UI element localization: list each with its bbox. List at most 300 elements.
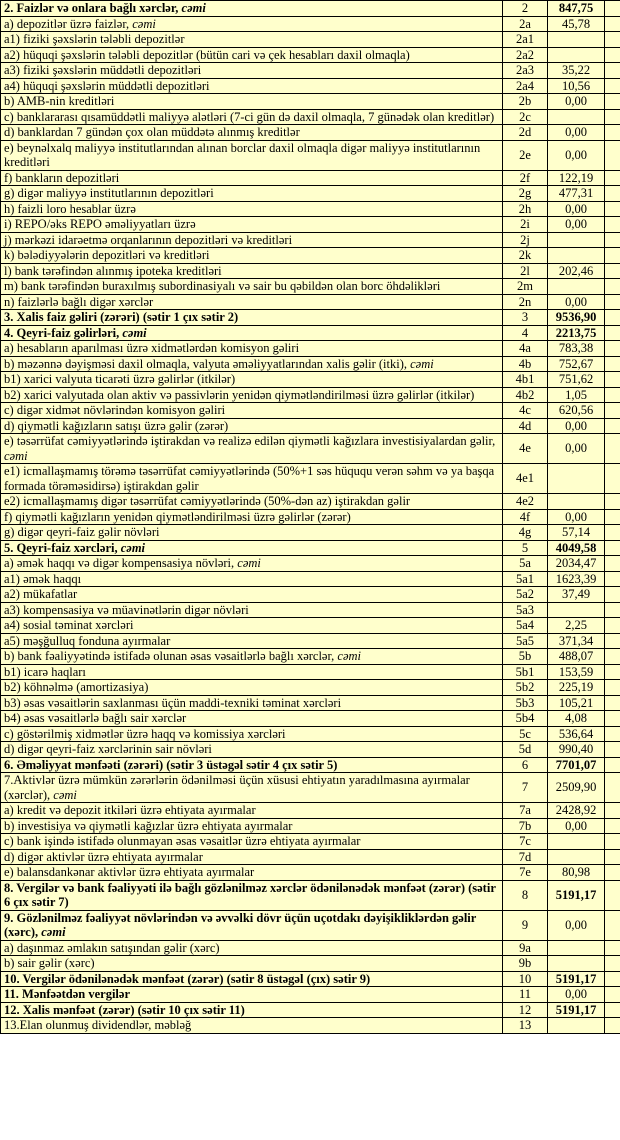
label-italic-suffix: cəmi: [132, 16, 156, 31]
table-row: [1, 971, 620, 987]
row-value-cell: 847,75: [548, 1, 605, 17]
row-label-cell: 12. Xalis mənfəət (zərər) (sətir 10 çıx sətir 11): [1, 1002, 503, 1018]
row-label-cell: e) beynəlxalq maliyyə institutlarından alınan borclar daxil olmaqla digər maliyyə institutlarının kreditləri: [1, 140, 503, 170]
table-row: [1, 201, 620, 217]
row-label-cell: 13.Elan olunmuş dividendlər, məbləğ: [1, 1018, 503, 1034]
row-value-cell: 80,98: [548, 865, 605, 881]
table-row: [1, 726, 620, 742]
row-code-cell: 2a2: [503, 47, 548, 63]
row-value-cell: 620,56: [548, 403, 605, 419]
row-code-cell: 2c: [503, 109, 548, 125]
row-value-cell: [548, 834, 605, 850]
clipped-right-cell: [605, 818, 620, 834]
row-label-cell: a3) fiziki şəxslərin müddətli depozitləri: [1, 63, 503, 79]
row-label-cell: a) daşınmaz əmlakın satışından gəlir (xərc): [1, 940, 503, 956]
table-row: [1, 403, 620, 419]
table-row: [1, 649, 620, 665]
row-value-cell: 35,22: [548, 63, 605, 79]
row-value-cell: 1,05: [548, 387, 605, 403]
row-label-cell: 2. Faizlər və onlara bağlı xərclər, cəmi: [1, 1, 503, 17]
table-row: [1, 757, 620, 773]
row-code-cell: 2n: [503, 294, 548, 310]
row-label-cell: 9. Gözlənilməz fəaliyyət növlərindən və əvvəlki dövr üçün uçotdakı dəyişikliklərdən gəlir (xərc), cəmi: [1, 910, 503, 940]
row-value-cell: 488,07: [548, 649, 605, 665]
clipped-right-cell: [605, 987, 620, 1003]
row-label-cell: 7.Aktivlər üzrə mümkün zərərlərin ödənilməsi üçün xüsusi ehtiyatın yaradılmasına ayırmalar (xərclər), cəmi: [1, 773, 503, 803]
clipped-right-cell: [605, 803, 620, 819]
row-code-cell: 2a4: [503, 78, 548, 94]
clipped-right-cell: [605, 63, 620, 79]
row-label-cell: 11. Mənfəətdən vergilər: [1, 987, 503, 1003]
row-code-cell: 5c: [503, 726, 548, 742]
row-label-cell: b3) əsas vəsaitlərin saxlanması üçün maddi-texniki təminat xərcləri: [1, 695, 503, 711]
row-code-cell: 4b2: [503, 387, 548, 403]
row-value-cell: [548, 232, 605, 248]
clipped-right-cell: [605, 47, 620, 63]
row-label-cell: g) digər maliyyə institutlarının depozitləri: [1, 186, 503, 202]
row-label-cell: b1) icarə haqları: [1, 664, 503, 680]
row-value-cell: 105,21: [548, 695, 605, 711]
clipped-right-cell: [605, 602, 620, 618]
row-value-cell: [548, 956, 605, 972]
row-code-cell: 8: [503, 880, 548, 910]
clipped-right-cell: [605, 248, 620, 264]
row-value-cell: [548, 279, 605, 295]
label-italic-suffix: cəmi: [237, 556, 261, 570]
row-label-cell: 5. Qeyri-faiz xərcləri, cəmi: [1, 540, 503, 556]
clipped-right-cell: [605, 170, 620, 186]
clipped-right-cell: [605, 140, 620, 170]
row-code-cell: 4e1: [503, 464, 548, 494]
row-code-cell: 10: [503, 971, 548, 987]
clipped-right-cell: [605, 849, 620, 865]
row-value-cell: 752,67: [548, 356, 605, 372]
table-row: [1, 310, 620, 326]
table-row: [1, 742, 620, 758]
table-row: [1, 341, 620, 357]
row-value-cell: 2034,47: [548, 556, 605, 572]
clipped-right-cell: [605, 387, 620, 403]
label-italic-suffix: cəmi: [4, 448, 28, 463]
row-value-cell: 0,00: [548, 818, 605, 834]
table-row: [1, 880, 620, 910]
row-code-cell: 4: [503, 325, 548, 341]
clipped-right-cell: [605, 742, 620, 758]
clipped-right-cell: [605, 695, 620, 711]
table-row: [1, 170, 620, 186]
clipped-right-cell: [605, 940, 620, 956]
row-code-cell: 5: [503, 540, 548, 556]
table-row: [1, 956, 620, 972]
row-value-cell: 9536,90: [548, 310, 605, 326]
row-label-cell: b2) köhnəlmə (amortizasiya): [1, 680, 503, 696]
row-code-cell: 13: [503, 1018, 548, 1034]
row-label-cell: c) banklararası qısamüddətli maliyyə alətləri (7-ci gün də daxil olmaqla, 7 günədək olan kreditlər): [1, 109, 503, 125]
row-value-cell: 37,49: [548, 587, 605, 603]
row-value-cell: 0,00: [548, 140, 605, 170]
row-code-cell: 9b: [503, 956, 548, 972]
row-code-cell: 11: [503, 987, 548, 1003]
row-value-cell: [548, 47, 605, 63]
clipped-right-cell: [605, 217, 620, 233]
row-label-cell: b) sair gəlir (xərc): [1, 956, 503, 972]
clipped-right-cell: [605, 341, 620, 357]
row-code-cell: 4f: [503, 509, 548, 525]
label-italic-suffix: cəmi: [41, 925, 66, 939]
row-value-cell: 5191,17: [548, 880, 605, 910]
row-value-cell: 5191,17: [548, 1002, 605, 1018]
row-label-cell: d) banklardan 7 gündən çox olan müddətə alınmış kreditlər: [1, 125, 503, 141]
clipped-right-cell: [605, 664, 620, 680]
row-code-cell: 2j: [503, 232, 548, 248]
row-code-cell: 4b1: [503, 372, 548, 388]
row-code-cell: 2g: [503, 186, 548, 202]
table-row: [1, 279, 620, 295]
table-row: [1, 94, 620, 110]
clipped-right-cell: [605, 556, 620, 572]
table-row: [1, 556, 620, 572]
table-row: [1, 633, 620, 649]
table-body: [1, 1, 620, 1034]
table-row: [1, 711, 620, 727]
row-label-cell: c) bank işində istifadə olunmayan əsas vəsaitlər üzrə ehtiyata ayırmalar: [1, 834, 503, 850]
table-row: [1, 695, 620, 711]
row-label-cell: f) bankların depozitləri: [1, 170, 503, 186]
table-row: [1, 940, 620, 956]
row-value-cell: [548, 940, 605, 956]
row-code-cell: 9a: [503, 940, 548, 956]
clipped-right-cell: [605, 865, 620, 881]
row-code-cell: 5a5: [503, 633, 548, 649]
row-value-cell: 0,00: [548, 418, 605, 434]
row-code-cell: 4g: [503, 525, 548, 541]
row-label-cell: a3) kompensasiya və müavinətlərin digər növləri: [1, 602, 503, 618]
row-code-cell: 5d: [503, 742, 548, 758]
row-label-cell: b) bank fəaliyyətində istifadə olunan əsas vəsaitlərlə bağlı xərclər, cəmi: [1, 649, 503, 665]
row-label-cell: a1) əmək haqqı: [1, 571, 503, 587]
row-code-cell: 4d: [503, 418, 548, 434]
row-value-cell: 0,00: [548, 94, 605, 110]
row-label-cell: d) digər aktivlər üzrə ehtiyata ayırmalar: [1, 849, 503, 865]
row-value-cell: 477,31: [548, 186, 605, 202]
row-value-cell: 0,00: [548, 509, 605, 525]
row-label-cell: 10. Vergilər ödənilənədək mənfəət (zərər) (sətir 8 üstəgəl (çıx) sətir 9): [1, 971, 503, 987]
row-label-cell: e1) icmallaşmamış törəmə təsərrüfat cəmiyyətlərində (50%+1 səs hüququ verən səhm və ya başqa formada törəməsidirsə) iştirakdan gəlir: [1, 464, 503, 494]
row-code-cell: 2h: [503, 201, 548, 217]
row-value-cell: 0,00: [548, 294, 605, 310]
row-code-cell: 2d: [503, 125, 548, 141]
row-code-cell: 7e: [503, 865, 548, 881]
row-label-cell: b4) əsas vəsaitlərlə bağlı sair xərclər: [1, 711, 503, 727]
row-value-cell: 4049,58: [548, 540, 605, 556]
row-code-cell: 7c: [503, 834, 548, 850]
row-value-cell: [548, 849, 605, 865]
row-label-cell: i) REPO/əks REPO əməliyyatları üzrə: [1, 217, 503, 233]
row-value-cell: 2213,75: [548, 325, 605, 341]
clipped-right-cell: [605, 1018, 620, 1034]
row-label-cell: e) balansdankənar aktivlər üzrə ehtiyata ayırmalar: [1, 865, 503, 881]
row-code-cell: 5a: [503, 556, 548, 572]
row-value-cell: 10,56: [548, 78, 605, 94]
table-row: [1, 571, 620, 587]
table-row: [1, 618, 620, 634]
row-value-cell: 45,78: [548, 16, 605, 32]
row-label-cell: 4. Qeyri-faiz gəlirləri, cəmi: [1, 325, 503, 341]
clipped-right-cell: [605, 109, 620, 125]
row-value-cell: 153,59: [548, 664, 605, 680]
table-row: [1, 32, 620, 48]
row-value-cell: 4,08: [548, 711, 605, 727]
table-row: [1, 509, 620, 525]
row-label-cell: k) bələdiyyələrin depozitləri və kreditləri: [1, 248, 503, 264]
table-row: [1, 865, 620, 881]
row-code-cell: 7b: [503, 818, 548, 834]
row-label-cell: c) digər xidmət növlərindən komisyon gəliri: [1, 403, 503, 419]
row-label-cell: d) digər qeyri-faiz xərclərinin sair növləri: [1, 742, 503, 758]
row-value-cell: 751,62: [548, 372, 605, 388]
clipped-right-cell: [605, 94, 620, 110]
clipped-right-cell: [605, 525, 620, 541]
clipped-right-cell: [605, 773, 620, 803]
clipped-right-cell: [605, 294, 620, 310]
row-label-cell: d) qiymətli kağızların satışı üzrə gəlir (zərər): [1, 418, 503, 434]
row-label-cell: a) əmək haqqı və digər kompensasiya növləri, cəmi: [1, 556, 503, 572]
row-code-cell: 2l: [503, 263, 548, 279]
clipped-right-cell: [605, 1002, 620, 1018]
row-value-cell: 0,00: [548, 125, 605, 141]
row-value-cell: [548, 32, 605, 48]
row-label-cell: a2) hüquqi şəxslərin tələbli depozitlər (bütün cari və çek hesabları daxil olmaqla): [1, 47, 503, 63]
row-value-cell: 0,00: [548, 201, 605, 217]
table-row: [1, 818, 620, 834]
row-label-cell: a4) sosial təminat xərcləri: [1, 618, 503, 634]
row-value-cell: [548, 248, 605, 264]
row-code-cell: 5b1: [503, 664, 548, 680]
table-row: [1, 434, 620, 464]
row-code-cell: 4e2: [503, 494, 548, 510]
row-code-cell: 2b: [503, 94, 548, 110]
row-label-cell: e) təsərrüfat cəmiyyətlərində iştirakdan və realizə edilən qiymətli kağızlara investisiyalardan gəlir, cəmi: [1, 434, 503, 464]
table-row: [1, 217, 620, 233]
row-label-cell: a4) hüquqi şəxslərin müddətli depozitləri: [1, 78, 503, 94]
label-italic-suffix: cəmi: [410, 356, 434, 371]
table-row: [1, 125, 620, 141]
table-row: [1, 263, 620, 279]
row-label-cell: 8. Vergilər və bank fəaliyyəti ilə bağlı gözlənilməz xərclər ödənilənədək mənfəət (zərər) (sətir 6 çıx sətir 7): [1, 880, 503, 910]
label-italic-suffix: cəmi: [53, 787, 77, 802]
table-row: [1, 1002, 620, 1018]
table-row: [1, 602, 620, 618]
row-value-cell: [548, 1018, 605, 1034]
clipped-right-cell: [605, 325, 620, 341]
clipped-right-cell: [605, 880, 620, 910]
row-code-cell: 5b3: [503, 695, 548, 711]
table-row: [1, 540, 620, 556]
row-value-cell: 202,46: [548, 263, 605, 279]
row-code-cell: 5a1: [503, 571, 548, 587]
row-label-cell: f) qiymətli kağızların yenidən qiymətləndirilməsi üzrə gəlirlər (zərər): [1, 509, 503, 525]
table-row: [1, 464, 620, 494]
clipped-right-cell: [605, 201, 620, 217]
row-code-cell: 4b: [503, 356, 548, 372]
row-value-cell: 225,19: [548, 680, 605, 696]
table-row: [1, 109, 620, 125]
table-row: [1, 16, 620, 32]
row-code-cell: 2: [503, 1, 548, 17]
row-label-cell: b2) xarici valyutada olan aktiv və passivlərin yenidən qiymətləndirilməsi üzrə gəlirlər (itkilər): [1, 387, 503, 403]
row-label-cell: g) digər qeyri-faiz gəlir növləri: [1, 525, 503, 541]
row-label-cell: a1) fiziki şəxslərin tələbli depozitlər: [1, 32, 503, 48]
row-label-cell: 3. Xalis faiz gəliri (zərəri) (sətir 1 çıx sətir 2): [1, 310, 503, 326]
clipped-right-cell: [605, 509, 620, 525]
row-code-cell: 2a3: [503, 63, 548, 79]
table-row: [1, 664, 620, 680]
table-row: [1, 680, 620, 696]
row-value-cell: 783,38: [548, 341, 605, 357]
row-code-cell: 2a1: [503, 32, 548, 48]
row-label-cell: c) göstərilmiş xidmətlər üzrə haqq və komissiya xərcləri: [1, 726, 503, 742]
table-row: [1, 418, 620, 434]
clipped-right-cell: [605, 464, 620, 494]
row-value-cell: 57,14: [548, 525, 605, 541]
row-label-cell: 6. Əməliyyat mənfəəti (zərəri) (sətir 3 üstəgəl sətir 4 çıx sətir 5): [1, 757, 503, 773]
row-code-cell: 5b: [503, 649, 548, 665]
table-row: [1, 78, 620, 94]
row-label-cell: a) hesabların aparılması üzrə xidmətlərdən komisyon gəliri: [1, 341, 503, 357]
clipped-right-cell: [605, 971, 620, 987]
clipped-right-cell: [605, 418, 620, 434]
table-row: [1, 525, 620, 541]
row-code-cell: 3: [503, 310, 548, 326]
row-code-cell: 5a4: [503, 618, 548, 634]
clipped-right-cell: [605, 834, 620, 850]
clipped-right-cell: [605, 1, 620, 17]
row-code-cell: 12: [503, 1002, 548, 1018]
clipped-right-cell: [605, 232, 620, 248]
table-row: [1, 387, 620, 403]
row-code-cell: 5b4: [503, 711, 548, 727]
clipped-right-cell: [605, 78, 620, 94]
clipped-right-cell: [605, 571, 620, 587]
row-label-cell: b) məzənnə dəyişməsi daxil olmaqla, valyuta əməliyyatlarından xalis gəlir (itki), cəmi: [1, 356, 503, 372]
row-value-cell: 536,64: [548, 726, 605, 742]
row-code-cell: 7: [503, 773, 548, 803]
clipped-right-cell: [605, 494, 620, 510]
clipped-right-cell: [605, 310, 620, 326]
row-value-cell: 371,34: [548, 633, 605, 649]
table-row: [1, 834, 620, 850]
clipped-right-cell: [605, 680, 620, 696]
row-value-cell: 1623,39: [548, 571, 605, 587]
table-row: [1, 372, 620, 388]
clipped-right-cell: [605, 633, 620, 649]
table-row: [1, 803, 620, 819]
row-code-cell: 9: [503, 910, 548, 940]
row-label-cell: j) mərkəzi idarəetmə orqanlarının depozitləri və kreditləri: [1, 232, 503, 248]
row-code-cell: 2k: [503, 248, 548, 264]
row-label-cell: m) bank tərəfindən buraxılmış subordinasiyalı və sair bu qəbildən olan borc öhdəlikləri: [1, 279, 503, 295]
row-code-cell: 6: [503, 757, 548, 773]
table-row: [1, 1018, 620, 1034]
clipped-right-cell: [605, 434, 620, 464]
row-code-cell: 2e: [503, 140, 548, 170]
row-code-cell: 7d: [503, 849, 548, 865]
table-row: [1, 140, 620, 170]
row-label-cell: h) faizli loro hesablar üzrə: [1, 201, 503, 217]
clipped-right-cell: [605, 279, 620, 295]
table-row: [1, 232, 620, 248]
row-label-cell: e2) icmallaşmamış digər təsərrüfat cəmiyyətlərində (50%-dən az) iştirakdan gəlir: [1, 494, 503, 510]
row-label-cell: b) investisiya və qiymətli kağızlar üzrə ehtiyata ayırmalar: [1, 818, 503, 834]
clipped-right-cell: [605, 372, 620, 388]
clipped-right-cell: [605, 711, 620, 727]
clipped-right-cell: [605, 186, 620, 202]
row-code-cell: 5b2: [503, 680, 548, 696]
clipped-right-cell: [605, 125, 620, 141]
table-row: [1, 1, 620, 17]
row-value-cell: [548, 602, 605, 618]
row-value-cell: [548, 109, 605, 125]
table-row: [1, 910, 620, 940]
table-row: [1, 325, 620, 341]
table-row: [1, 186, 620, 202]
table-row: [1, 849, 620, 865]
row-code-cell: 2f: [503, 170, 548, 186]
row-value-cell: 7701,07: [548, 757, 605, 773]
row-value-cell: 0,00: [548, 434, 605, 464]
clipped-right-cell: [605, 540, 620, 556]
clipped-right-cell: [605, 587, 620, 603]
clipped-right-cell: [605, 726, 620, 742]
row-code-cell: 4a: [503, 341, 548, 357]
label-italic-suffix: cəmi: [337, 649, 362, 663]
row-label-cell: l) bank tərəfindən alınmış ipoteka kreditləri: [1, 263, 503, 279]
clipped-right-cell: [605, 32, 620, 48]
table-row: [1, 63, 620, 79]
table-row: [1, 294, 620, 310]
row-code-cell: 2a: [503, 16, 548, 32]
row-label-cell: b) AMB-nin kreditləri: [1, 94, 503, 110]
row-code-cell: 7a: [503, 803, 548, 819]
row-value-cell: 122,19: [548, 170, 605, 186]
label-italic-suffix: cəmi: [120, 540, 146, 555]
table-row: [1, 47, 620, 63]
row-value-cell: 2428,92: [548, 803, 605, 819]
clipped-right-cell: [605, 356, 620, 372]
row-value-cell: 2,25: [548, 618, 605, 634]
row-code-cell: 2m: [503, 279, 548, 295]
row-code-cell: 5a2: [503, 587, 548, 603]
table-row: [1, 356, 620, 372]
row-value-cell: 990,40: [548, 742, 605, 758]
clipped-right-cell: [605, 910, 620, 940]
row-value-cell: 0,00: [548, 217, 605, 233]
row-code-cell: 2i: [503, 217, 548, 233]
row-value-cell: 0,00: [548, 910, 605, 940]
row-code-cell: 4e: [503, 434, 548, 464]
label-italic-suffix: cəmi: [122, 325, 147, 340]
clipped-right-cell: [605, 618, 620, 634]
table-row: [1, 773, 620, 803]
row-value-cell: 0,00: [548, 987, 605, 1003]
table-row: [1, 494, 620, 510]
clipped-right-cell: [605, 403, 620, 419]
row-label-cell: n) faizlərlə bağlı digər xərclər: [1, 294, 503, 310]
row-value-cell: 2509,90: [548, 773, 605, 803]
clipped-right-cell: [605, 649, 620, 665]
row-label-cell: a) kredit və depozit itkiləri üzrə ehtiyata ayırmalar: [1, 803, 503, 819]
clipped-right-cell: [605, 956, 620, 972]
